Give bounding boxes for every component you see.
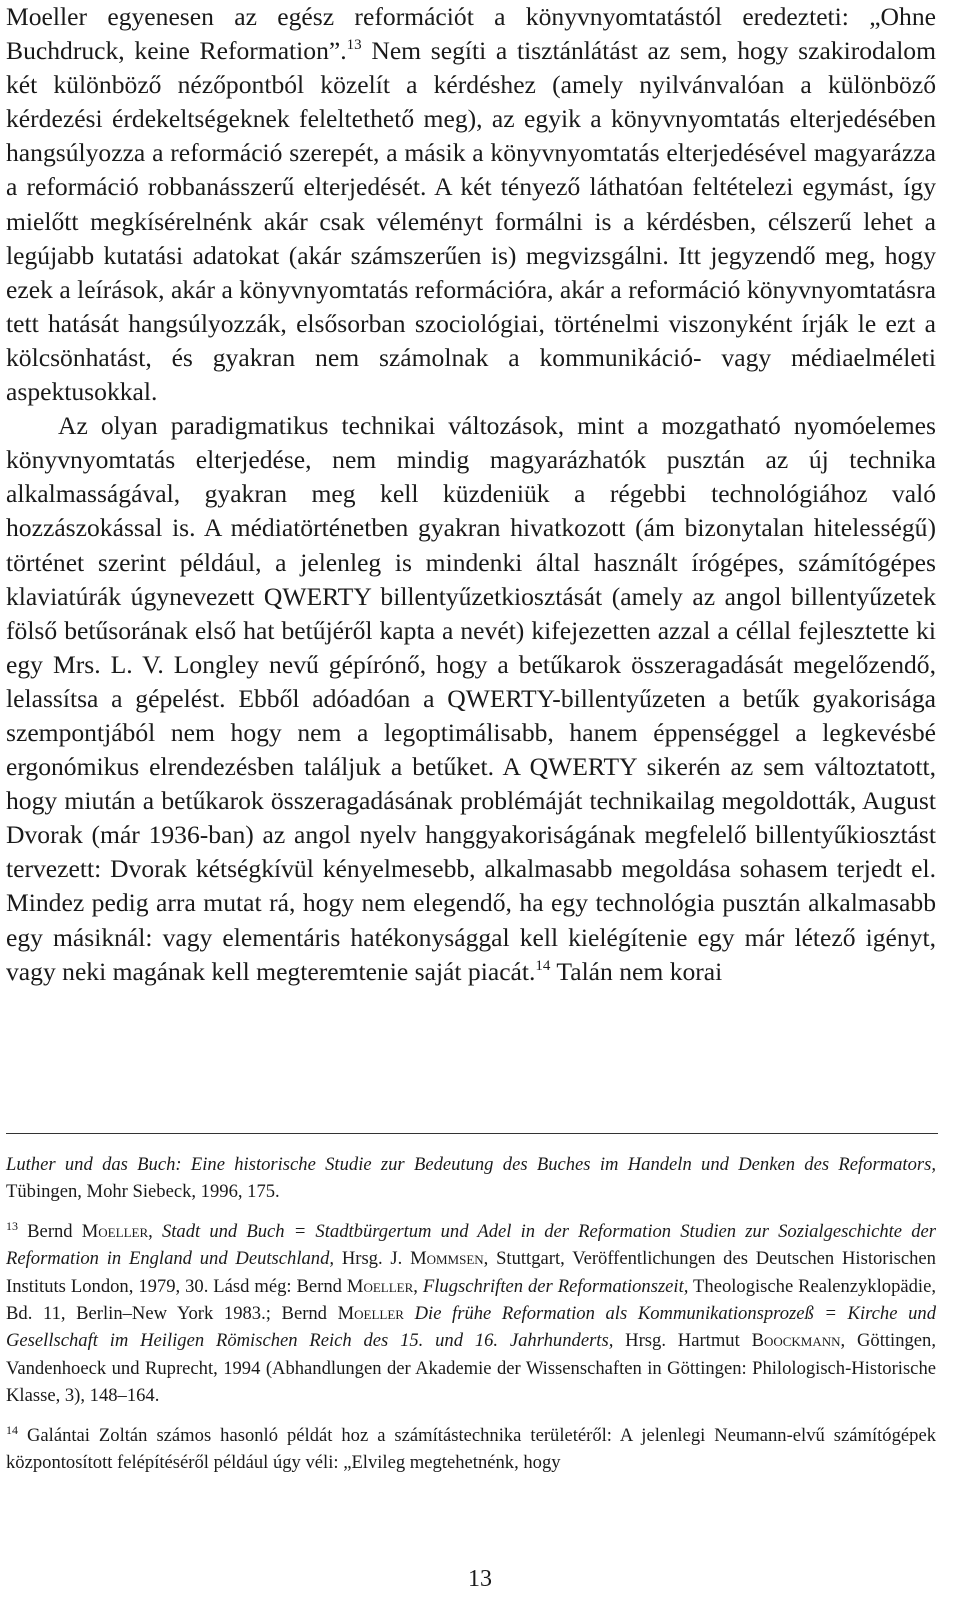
- footnote-13-text: Theologische Realenzyklopädie, Bd. 11, Berlin–New York 1983.; Bernd: [6, 1275, 937, 1325]
- footnote-separator: [6, 1133, 938, 1134]
- work-title: Stadt und Buch = Stadtbürgertum und Adel in der Reformation Studien zur Sozialgeschichte der Reformation in England und Deutschland,: [6, 1220, 936, 1270]
- footnote-13-text: , Stuttgart, Veröffentlichungen des Deutschen Historischen Instituts London, 1979, 30. Lásd még: Bernd: [6, 1248, 936, 1297]
- footnote-ref-14[interactable]: 14: [535, 957, 551, 974]
- footnote-14: [6, 1422, 936, 1477]
- author-name: Boockmann: [751, 1330, 841, 1352]
- footnote-13-text: Hrsg. Hartmut: [613, 1330, 752, 1352]
- footnote-continuation-title: Luther und das Buch: Eine historische Studie zur Bedeutung des Buches im Handeln und Denken des Reformators,: [6, 1154, 936, 1175]
- footnote-13-text: Hrsg. J.: [334, 1248, 411, 1270]
- footnote-14-text: Galántai Zoltán számos hasonló példát hoz a számítástechnika területéről: A jelenlegi Neumann-elvű számítógépek központosított felépítéséről például úgy véli: „Elvileg megtehetnénk, hogy: [6, 1424, 936, 1474]
- author-name: Moeller: [337, 1303, 404, 1325]
- page-number: 13: [468, 1566, 492, 1592]
- footnote-continuation: [6, 1151, 936, 1206]
- footnote-13-number: 13: [6, 1218, 18, 1233]
- work-title: Die frühe Reformation als Kommunikationsprozeß = Kirche und Gesellschaft im Heiligen Römischen Reich des 15. und 16. Jahrhunderts,: [6, 1303, 936, 1352]
- paragraph-1-text-b: Nem segíti a tisztánlátást az sem, hogy szakirodalom két különböző nézőpontból közelít a kérdéshez (amely nyilvánvalóan a különböző kérdezési érdekeltségeknek feleltethető meg), az egyik a könyvnyomtatás elterjedésében hangsúlyozza a reformáció szerepét, a másik a könyvnyomtatás elterjedésével magyarázza a reformáció robbanásszerű elterjedését. A két tényező láthatóan feltételezi egymást, így mielőtt megkísérelnénk akár csak véleményt formálni is a kérdésben, célszerű lehet a legújabb kutatási adatokat (akár számszerűen is) megvizsgálni. Itt jegyzendő meg, hogy ezek a leírások, akár a könyvnyomtatás reformációra, akár a reformáció könyvnyomtatásra tett hatását hangsúlyozzák, elsősorban szociológiai, történelmi viszonyként írják le ezt a kölcsönhatást, és gyakran nem számolnak a kommunikáció- vagy médiaelméleti aspektusokkal.: [6, 36, 937, 407]
- paragraph-1-text-a: Moeller egyenesen az egész reformációt a könyvnyomtatástól eredezteti: „Ohne Buchdruck, keine Reformation”.: [6, 2, 936, 66]
- author-name: Moeller: [346, 1275, 414, 1297]
- footnote-14-number: 14: [6, 1422, 18, 1437]
- author-name: Mommsen: [410, 1248, 484, 1270]
- footnote-13-text: ,: [413, 1275, 423, 1297]
- work-title: Flugschriften der Reformationszeit,: [422, 1275, 689, 1297]
- footnote-13-text: , Göttingen, Vandenhoeck und Ruprecht, 1994 (Abhandlungen der Akademie der Wissenschaften in Göttingen: Philologisch-Historische Klasse, 3), 148–164.: [6, 1330, 937, 1407]
- footnote-13-text: Bernd: [18, 1220, 82, 1242]
- footnote-13-text: ,: [148, 1220, 162, 1242]
- footnote-ref-13[interactable]: 13: [346, 37, 362, 54]
- paragraph-2-text-b: Talán nem korai: [550, 956, 723, 986]
- author-name: Moeller: [81, 1220, 149, 1242]
- paragraph-2: [6, 409, 936, 989]
- paragraph-2-text-a: Az olyan paradigmatikus technikai változások, mint a mozgatható nyomóelemes könyvnyomtatás elterjedése, nem mindig magyarázhatók pusztán az új technika alkalmasságával, gyakran meg kell küzdeniük a régebbi technológiához való hozzászokással is. A médiatörténetben gyakran hivatkozott (ám bizonytalan hitelességű) történet szerint például, a jelenleg is mindenki által használt írógépes, számítógépes klaviatúrák úgynevezett QWERTY billentyűzetkiosztását (amely az angol billentyűzetek fölső betűsorának első hat betűjéről kapta a nevét) kifejezetten azzal a céllal fejlesztette ki egy Mrs. L. V. Longley nevű gépírónő, hogy a betűkarok összeragadását megelőzendő, lelassítsa a gépelést. Ebből adóadóan a QWERTY-billentyűzeten a betűk gyakorisága szempontjából nem hogy nem a legoptimálisabb, hanem éppenséggel a legkevésbé ergonómikus elrendezésben találjuk a betűket. A QWERTY sikerén az sem változtatott, hogy miután a betűkarok összeragadásának problémáját technikailag megoldották, August Dvorak (már 1936-ban) az angol nyelv hanggyakoriságának megfelelő billentyűkiosztást tervezett: Dvorak kétségkívül kényelmesebb, alkalmasabb megoldása sohasem terjedt el. Mindez pedig arra mutat rá, hogy nem elegendő, ha egy technológia pusztán alkalmasabb egy másiknál: vagy elementáris hatékonysággal kell kielégítenie egy már létező igényt, vagy neki magának kell megteremtenie saját piacát.: [6, 411, 936, 986]
- footnote-continuation-rest: Tübingen, Mohr Siebeck, 1996, 175.: [6, 1181, 280, 1203]
- footnote-13: [6, 1218, 936, 1410]
- footnotes: [6, 1151, 936, 1488]
- paragraph-1: [6, 0, 936, 409]
- body-text: [6, 0, 936, 989]
- footnote-13-text: [404, 1303, 415, 1324]
